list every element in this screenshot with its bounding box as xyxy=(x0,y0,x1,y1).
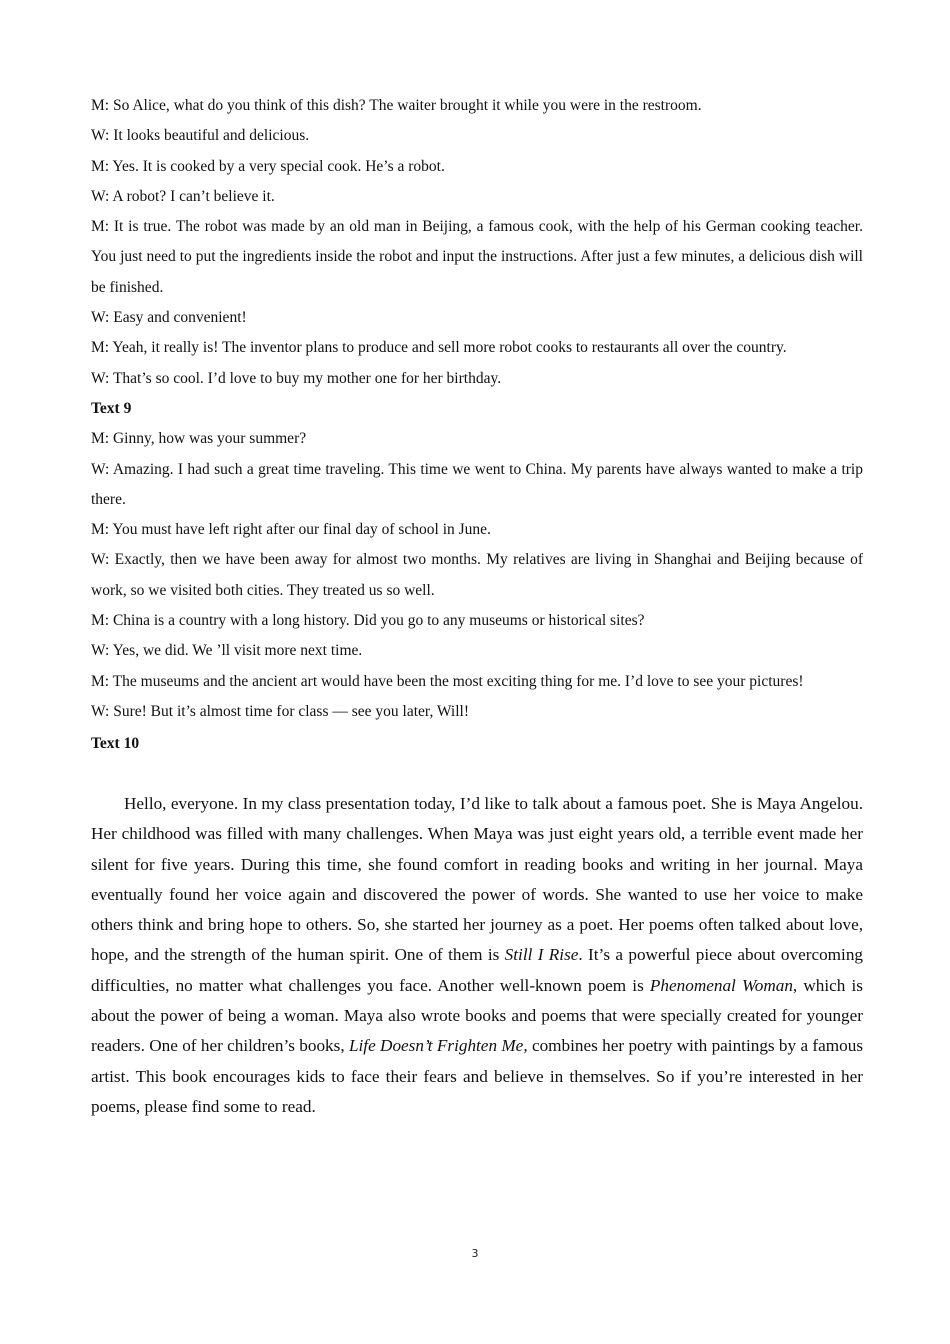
text8-dialogue xyxy=(91,91,863,760)
poem-title-phenomenal-woman: Phenomenal Woman xyxy=(649,975,793,995)
dialogue-line: W: A robot? I can’t believe it. xyxy=(91,187,275,205)
passage-text: , which is about the power of being a woman. Maya also wrote books and poems that were specially created for younger readers. One of her children’s books, xyxy=(91,975,863,1056)
dialogue-line: M: The museums and the ancient art would have been the most exciting thing for me. I’d love to see your pictures! xyxy=(91,672,804,690)
book-title-life-doesnt-frighten-me: Life Doesn’t Frighten Me xyxy=(348,1036,524,1056)
dialogue-line: M: You must have left right after our final day of school in June. xyxy=(91,521,491,539)
dialogue-line: M: Yes. It is cooked by a very special cook. He’s a robot. xyxy=(91,157,445,175)
text10-passage xyxy=(91,789,863,1122)
dialogue-line: W: Amazing. I had such a great time traveling. This time we went to China. My parents have always wanted to make a trip there. xyxy=(91,460,863,508)
dialogue-line: W: It looks beautiful and delicious. xyxy=(91,127,310,145)
dialogue-line: M: It is true. The robot was made by an old man in Beijing, a famous cook, with the help of his German cooking teacher. You just need to put the ingredients inside the robot and input the instructions. After just a few minutes, a delicious dish will be finished. xyxy=(91,218,863,296)
dialogue-line: M: China is a country with a long history. Did you go to any museums or historical sites? xyxy=(91,612,645,630)
page-number: 3 xyxy=(471,1247,479,1260)
passage-text: Hello, everyone. In my class presentation today, I’d like to talk about a famous poet. She is Maya Angelou. Her childhood was filled with many challenges. When Maya was just eight years old, a terrible event made her silent for five years. During this time, she found comfort in reading books and writing in her journal. Maya eventually found her voice again and discovered the power of words. She wanted to use her voice to make others think and bring hope to others. So, she started her journey as a poet. Her poems often talked about love, hope, and the strength of the human spirit. One of them is xyxy=(91,794,863,965)
section-heading-text10: Text 10 xyxy=(91,735,140,753)
poem-title-still-i-rise: Still I Rise xyxy=(504,945,579,965)
dialogue-line: M: Yeah, it really is! The inventor plans to produce and sell more robot cooks to restaurants all over the country. xyxy=(91,339,787,357)
passage-text: . It’s a powerful piece about overcoming difficulties, no matter what challenges you face. Another well-known poem is xyxy=(91,945,864,995)
dialogue-line: W: Exactly, then we have been away for almost two months. My relatives are living in Shanghai and Beijing because of work, so we visited both cities. They treated us so well. xyxy=(91,551,863,599)
dialogue-line: W: Yes, we did. We ’ll visit more next time. xyxy=(91,642,363,660)
dialogue-line: W: Easy and convenient! xyxy=(91,309,247,327)
dialogue-line: W: Sure! But it’s almost time for class — see you later, Will! xyxy=(91,702,470,720)
dialogue-line: M: Ginny, how was your summer? xyxy=(91,430,307,448)
passage-text: , combines her poetry with paintings by a famous artist. This book encourages kids to face their fears and believe in themselves. So if you’re interested in her poems, please find some to read. xyxy=(91,1036,864,1116)
section-heading-text9: Text 9 xyxy=(91,399,132,417)
dialogue-line: M: So Alice, what do you think of this dish? The waiter brought it while you were in the restroom. xyxy=(91,97,702,114)
dialogue-line: W: That’s so cool. I’d love to buy my mother one for her birthday. xyxy=(91,369,502,387)
